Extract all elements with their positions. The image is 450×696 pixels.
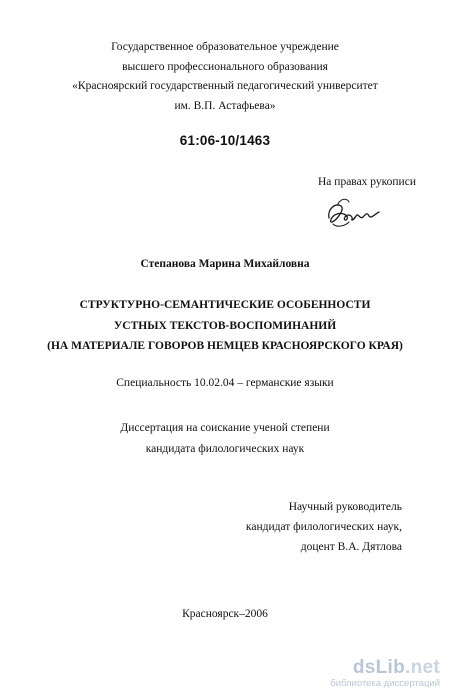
title-line-1: СТРУКТУРНО-СЕМАНТИЧЕСКИЕ ОСОБЕННОСТИ (79, 299, 371, 311)
degree-line-1: Диссертация на соискание ученой степени (120, 422, 330, 434)
degree-statement (0, 418, 450, 459)
watermark-logo-name: dsLib (352, 657, 406, 678)
supervisor-line-1: Научный руководитель (288, 501, 402, 513)
specialty: Специальность 10.02.04 – германские языки (116, 377, 334, 389)
title-line-3: (НА МАТЕРИАЛЕ ГОВОРОВ НЕМЦЕВ КРАСНОЯРСКОГО КРАЯ) (47, 340, 403, 352)
institution-header (0, 38, 450, 116)
institution-line-4: им. В.П. Астафьева» (174, 99, 276, 112)
institution-line-1: Государственное образовательное учреждение (111, 41, 339, 53)
supervisor-info (246, 497, 402, 557)
supervisor-line-3: доцент В.А. Дятлова (300, 541, 402, 553)
manuscript-note: На правах рукописи (318, 176, 416, 188)
title-line-2: УСТНЫХ ТЕКСТОВ-ВОСПОМИНАНИЙ (113, 319, 337, 332)
dissertation-title (0, 295, 450, 357)
watermark-logo (330, 658, 440, 678)
watermark-subtitle: библиотека диссертаций (330, 678, 440, 689)
handwritten-signature (323, 192, 385, 232)
institution-line-3: «Красноярский государственный педагогический университет (72, 80, 378, 92)
supervisor-line-2: кандидат филологических наук, (245, 521, 402, 533)
reference-number: 61:06-10/1463 (179, 133, 271, 148)
watermark (330, 658, 440, 690)
author-name: Степанова Марина Михайловна (140, 258, 310, 270)
watermark-logo-tld: .net (405, 657, 440, 678)
degree-line-2: кандидата филологических наук (145, 442, 305, 455)
institution-line-2: высшего профессионального образования (122, 60, 328, 73)
city-year: Красноярск–2006 (182, 608, 268, 620)
